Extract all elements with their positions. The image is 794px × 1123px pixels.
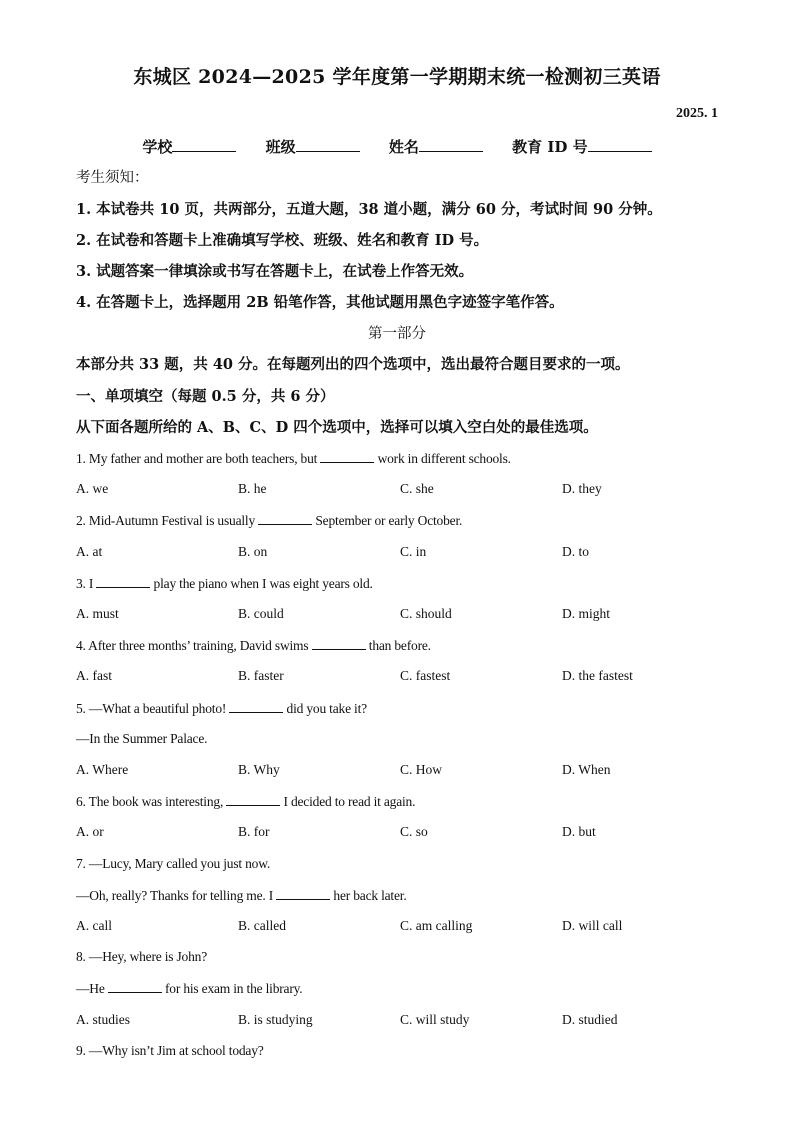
dialogue-line: 7. —Lucy, Mary called you just now. (76, 856, 271, 871)
option-c[interactable]: C. fastest (400, 668, 451, 683)
exam-title: 东城区 2024—2025 学年度第一学期期末统一检测初三英语 (133, 66, 661, 88)
option-d[interactable]: D. the fastest (562, 668, 633, 683)
name-blank[interactable] (419, 137, 483, 152)
question-stem: —Oh, really? Thanks for telling me. I her back later. (76, 888, 407, 903)
option-b[interactable]: B. faster (238, 668, 284, 683)
answer-blank (108, 980, 162, 993)
option-b[interactable]: B. on (238, 544, 268, 559)
option-a[interactable]: A. call (76, 918, 112, 933)
answer-blank (229, 700, 283, 713)
option-d[interactable]: D. they (562, 481, 602, 496)
option-c[interactable]: C. she (400, 481, 434, 496)
question-stem: 4. After three months’ training, David swims than before. (76, 638, 431, 653)
option-a[interactable]: A. fast (76, 668, 112, 683)
question-stem: —He for his exam in the library. (76, 981, 303, 996)
option-c[interactable]: C. in (400, 544, 427, 559)
option-a[interactable]: A. at (76, 544, 103, 559)
answer-blank (276, 887, 330, 900)
question-stem: 6. The book was interesting, I decided to read it again. (76, 794, 416, 809)
notice-item: 3. 试题答案一律填涂或书写在答题卡上，在试卷上作答无效。 (76, 263, 474, 280)
dialogue-line: 8. —Hey, where is John? (76, 949, 207, 964)
school-blank[interactable] (172, 137, 236, 152)
part-intro: 本部分共 33 题，共 40 分。在每题列出的四个选项中，选出最符合题目要求的一项。 (76, 356, 630, 373)
option-d[interactable]: D. but (562, 824, 596, 839)
option-a[interactable]: A. we (76, 481, 109, 496)
notice-item: 1. 本试卷共 10 页，共两部分，五道大题，38 道小题，满分 60 分，考试时间 90 分钟。 (76, 201, 662, 218)
question-stem: 2. Mid-Autumn Festival is usually September or early October. (76, 513, 463, 528)
option-b[interactable]: B. for (238, 824, 270, 839)
option-c[interactable]: C. will study (400, 1012, 470, 1027)
dialogue-line: 9. —Why isn’t Jim at school today? (76, 1043, 264, 1058)
question-stem: 5. —What a beautiful photo! did you take it? (76, 701, 367, 716)
question-stem: 1. My father and mother are both teachers, but work in different schools. (76, 451, 511, 466)
option-d[interactable]: D. might (562, 606, 611, 621)
answer-blank (320, 450, 374, 463)
option-b[interactable]: B. called (238, 918, 286, 933)
option-d[interactable]: D. When (562, 762, 611, 777)
edu-id-field[interactable]: 教育 ID 号 (512, 136, 651, 157)
edu-id-blank[interactable] (588, 137, 652, 152)
option-b[interactable]: B. he (238, 481, 267, 496)
answer-blank (96, 575, 150, 588)
school-field[interactable]: 学校 (142, 136, 236, 157)
answer-blank (258, 512, 312, 525)
option-b[interactable]: B. could (238, 606, 284, 621)
class-blank[interactable] (296, 137, 360, 152)
answer-blank (226, 793, 280, 806)
option-a[interactable]: A. Where (76, 762, 129, 777)
option-c[interactable]: C. so (400, 824, 428, 839)
section-instruction: 从下面各题所给的 A、B、C、D 四个选项中，选择可以填入空白处的最佳选项。 (76, 419, 598, 436)
option-b[interactable]: B. Why (238, 762, 280, 777)
dialogue-line: —In the Summer Palace. (76, 731, 208, 746)
option-c[interactable]: C. am calling (400, 918, 473, 933)
option-d[interactable]: D. will call (562, 918, 623, 933)
answer-blank (312, 637, 366, 650)
option-a[interactable]: A. must (76, 606, 119, 621)
option-c[interactable]: C. How (400, 762, 443, 777)
notice-item: 4. 在答题卡上，选择题用 2B 铅笔作答，其他试题用黑色字迹签字笔作答。 (76, 294, 564, 311)
exam-date: 2025. 1 (676, 106, 718, 121)
option-c[interactable]: C. should (400, 606, 452, 621)
section-title: 一、单项填空（每题 0.5 分，共 6 分） (76, 388, 335, 405)
option-b[interactable]: B. is studying (238, 1012, 313, 1027)
notice-item: 2. 在试卷和答题卡上准确填写学校、班级、姓名和教育 ID 号。 (76, 232, 489, 249)
student-info-row (0, 136, 794, 157)
notice-heading: 考生须知： (76, 170, 149, 186)
option-d[interactable]: D. to (562, 544, 589, 559)
name-field[interactable]: 姓名 (389, 136, 483, 157)
class-field[interactable]: 班级 (266, 136, 360, 157)
option-a[interactable]: A. or (76, 824, 104, 839)
part-heading: 第一部分 (368, 326, 426, 342)
question-stem: 3. I play the piano when I was eight years old. (76, 576, 373, 591)
option-a[interactable]: A. studies (76, 1012, 130, 1027)
option-d[interactable]: D. studied (562, 1012, 618, 1027)
